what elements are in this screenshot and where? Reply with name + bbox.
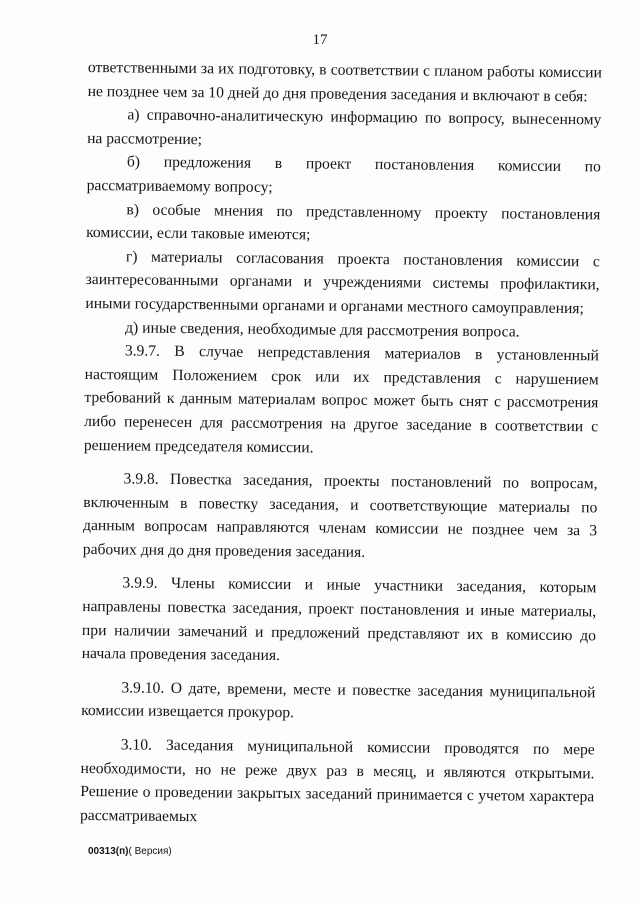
paragraph-3-9-7: 3.9.7. В случае непредставления материалов в установленный настоящим Положением срок или их представления с нарушением требований к данным материалам вопрос может быть снят с рассмотрения либо перенесен для рассмотрения на другое заседание в соответствии с решением председателя комиссии.: [83, 342, 599, 456]
paragraph-3-10: 3.10. Заседания муниципальной комиссии проводятся по мере необходимости, но не реже двух раз в месяц, и являются открытыми. Решение о проведении закрытых заседаний принимается с учетом характера рассматриваемых: [79, 736, 595, 825]
footer-version: ( Версия): [128, 846, 172, 857]
paragraph-item-e: д) иные сведения, необходимые для рассмотрения вопроса.: [125, 318, 520, 341]
paragraph-3-9-10: 3.9.10. О дате, времени, месте и повестке заседания муниципальной комиссии извещается прокурор.: [81, 679, 596, 722]
page-number: 17: [312, 32, 328, 48]
paragraph-item-d: г) материалы согласования проекта постановления комиссии с заинтересованными органами и учреждениями системы профилактики, иными государственными органами и органами местного самоуправления;: [85, 248, 600, 318]
paragraph-item-b: б) предложения в проект постановления комиссии по рассматриваемому вопросу;: [86, 153, 601, 196]
paragraph-intro: ответственными за их подготовку, в соответствии с планом работы комиссии не позднее чем за 10 дней до дня проведения заседания и включают в себя:: [87, 58, 602, 105]
footer-code: 00313(п): [88, 846, 129, 857]
paragraph-3-9-8: 3.9.8. Повестка заседания, проекты постановлений по вопросам, включенным в повестку заседания, и соответствующие материалы по данным вопросам направляются членам комиссии не позднее чем за 3 рабочих дня до дня проведения заседания.: [82, 470, 598, 561]
footer-version-code: [88, 846, 172, 857]
paragraph-item-a: а) справочно-аналитическую информацию по вопросу, вынесенному на рассмотрение;: [87, 106, 602, 148]
document-body: [80, 56, 602, 833]
paragraph-3-9-9: 3.9.9. Члены комиссии и иные участники заседания, которым направлены повестка заседания, проект постановления и иные материалы, при наличии замечаний и предложений представляют их в комиссию до начала проведения заседания.: [81, 574, 597, 665]
paragraph-item-c: в) особые мнения по представленному проекту постановления комиссии, если таковые имеются;: [86, 200, 601, 244]
